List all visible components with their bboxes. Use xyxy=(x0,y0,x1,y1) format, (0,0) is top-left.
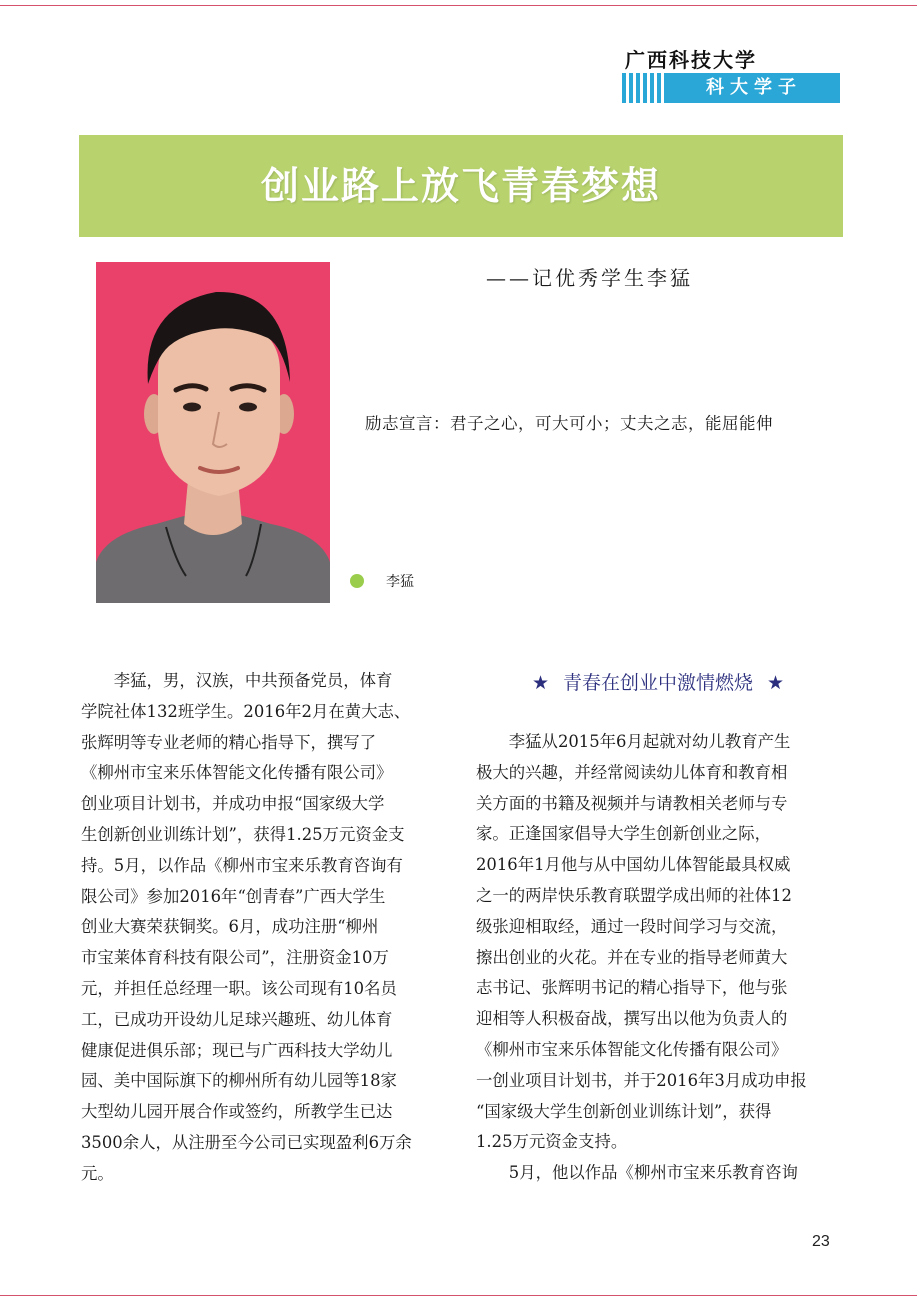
page-number: 23 xyxy=(812,1233,830,1250)
portrait-photo xyxy=(96,262,330,603)
article-subtitle: ——记优秀学生李猛 xyxy=(486,266,693,290)
right-text-line: 《柳州市宝来乐体智能文化传播有限公司》 xyxy=(476,1039,788,1059)
photo-caption: 李猛 xyxy=(386,574,414,590)
section-heading-text: 青春在创业中激情燃烧 xyxy=(562,672,753,694)
right-column-text xyxy=(476,727,844,1189)
left-text-line: 健康促进俱乐部；现已与广西科技大学幼儿 xyxy=(81,1040,393,1060)
left-text-line: 限公司》参加2016年“创青春”广西大学生 xyxy=(81,886,386,906)
university-name: 广西科技大学 xyxy=(625,48,757,72)
left-text-line: 工，已成功开设幼儿足球兴趣班、幼儿体育 xyxy=(81,1009,393,1029)
left-text-line: 学院社体132班学生。2016年2月在黄大志、 xyxy=(81,701,411,721)
left-text-line: 元。 xyxy=(81,1163,114,1183)
top-rule xyxy=(0,5,917,6)
right-text-line: 极大的兴趣，并经常阅读幼儿体育和教育相 xyxy=(476,762,788,782)
bottom-rule xyxy=(0,1295,917,1296)
section-heading xyxy=(470,668,846,695)
left-text-line: 李猛，男，汉族，中共预备党员，体育 xyxy=(81,671,393,690)
right-text-line: 迎相等人积极奋战，撰写出以他为负责人的 xyxy=(476,1009,788,1029)
left-text-line: 元，并担任总经理一职。该公司现有10名员 xyxy=(81,978,397,998)
left-text-line: 创业项目计划书，并成功申报“国家级大学 xyxy=(81,794,385,814)
right-text-line: 家。正逢国家倡导大学生创新创业之际， xyxy=(476,824,772,844)
left-text-line: 创业大赛荣获铜奖。6月，成功注册“柳州 xyxy=(81,917,379,937)
stripe-decoration xyxy=(622,73,668,103)
right-text-line: “国家级大学生创新创业训练计划”，获得 xyxy=(476,1101,772,1121)
right-text-line: 志书记、张辉明书记的精心指导下，他与张 xyxy=(476,978,788,998)
caption-bullet-icon xyxy=(350,574,364,588)
column-label: 科大学子 xyxy=(706,77,802,98)
right-text-line: 关方面的书籍及视频并与请教相关老师与专 xyxy=(476,793,788,813)
portrait-illustration xyxy=(96,262,330,603)
left-text-line: 张辉明等专业老师的精心指导下，撰写了 xyxy=(81,732,377,752)
left-text-line: 《柳州市宝来乐体智能文化传播有限公司》 xyxy=(81,763,393,783)
right-text-line: 擦出创业的火花。并在专业的指导老师黄大 xyxy=(476,947,788,967)
left-column-text xyxy=(81,666,447,1190)
title-banner xyxy=(79,135,843,237)
left-text-line: 3500余人，从注册至今公司已实现盈利6万余 xyxy=(81,1132,412,1152)
left-text-line: 生创新创业训练计划”，获得1.25万元资金支 xyxy=(81,824,405,844)
star-icon: ★ xyxy=(767,672,785,694)
left-text-line: 市宝莱体育科技有限公司”，注册资金10万 xyxy=(81,948,389,968)
column-label-bar xyxy=(622,73,840,103)
right-text-line: 2016年1月他与从中国幼儿体智能最具权威 xyxy=(476,855,791,875)
right-text-line: 级张迎相取经，通过一段时间学习与交流， xyxy=(476,916,788,936)
right-text-line: 1.25万元资金支持。 xyxy=(476,1132,628,1152)
left-text-line: 大型幼儿园开展合作或签约，所教学生已达 xyxy=(81,1102,393,1122)
right-text-line: 之一的两岸快乐教育联盟学成出师的社体12 xyxy=(476,885,792,905)
right-text-line: 5月，他以作品《柳州市宝来乐教育咨询 xyxy=(476,1163,798,1183)
article-title: 创业路上放飞青春梦想 xyxy=(260,163,661,208)
right-text-line: 李猛从2015年6月起就对幼儿教育产生 xyxy=(476,732,791,751)
right-text-line: 一创业项目计划书，并于2016年3月成功申报 xyxy=(476,1070,807,1090)
left-text-line: 持。5月，以作品《柳州市宝来乐教育咨询有 xyxy=(81,855,403,875)
star-icon: ★ xyxy=(531,672,549,694)
left-text-line: 园、美中国际旗下的柳州所有幼儿园等18家 xyxy=(81,1071,397,1091)
motto-text: 励志宣言：君子之心，可大可小；丈夫之志，能屈能伸 xyxy=(365,414,773,433)
